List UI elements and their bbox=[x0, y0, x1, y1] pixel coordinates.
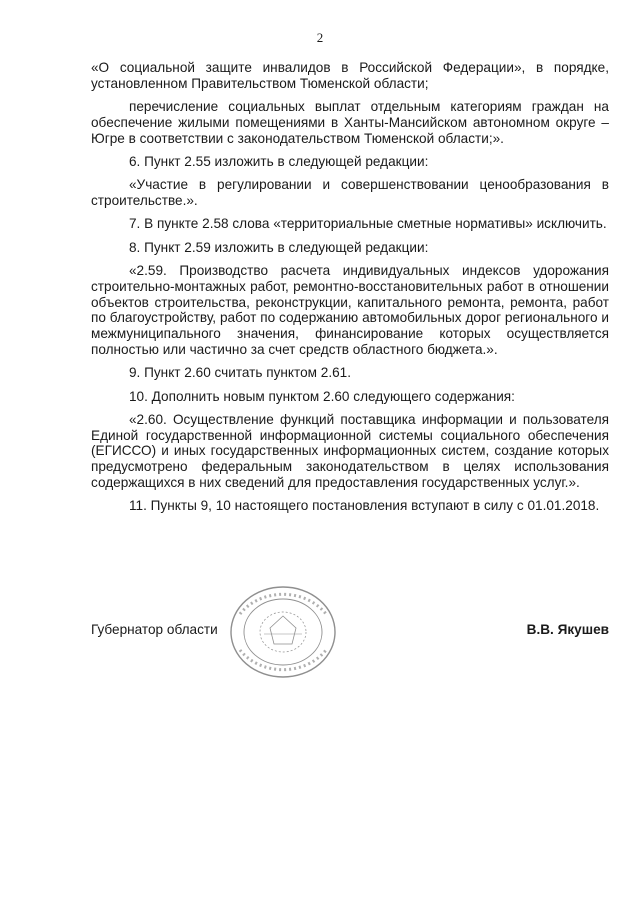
signature-block bbox=[91, 622, 609, 642]
document-body bbox=[91, 60, 609, 522]
paragraph: «Участие в регулировании и совершенствовании ценообразования в строительстве.». bbox=[91, 177, 609, 209]
paragraph: перечисление социальных выплат отдельным категориям граждан на обеспечение жилыми помещениями в Ханты-Мансийском автономном округе – Югре в соответствии с законодательством Тюменской области;». bbox=[91, 99, 609, 146]
paragraph: 9. Пункт 2.60 считать пунктом 2.61. bbox=[129, 365, 352, 381]
paragraph: 6. Пункт 2.55 изложить в следующей редакции: bbox=[129, 153, 429, 169]
paragraph: «2.60. Осуществление функций поставщика информации и пользователя Единой государственной информационной системы социального обеспечения (ЕГИССО) и иных государственных информационных систем, создание которых предусмотрено федеральным законодательством в целях использования содержащихся в них сведений для предоставления государственных услуг.». bbox=[91, 411, 609, 491]
page-number: 2 bbox=[316, 30, 324, 45]
paragraph: «2.59. Производство расчета индивидуальных индексов удорожания строительно-монтажных работ, ремонтно-восстановительных работ в отношении объектов строительства, реконструкции, капитального ремонта, ремонта, работ по благоустройству, работ по содержанию автомобильных дорог регионального и межмуниципального значения, финансирование которых осуществляется полностью или частично за счет средств областного бюджета.». bbox=[91, 262, 609, 357]
signatory-name: В.В. Якушев bbox=[526, 622, 609, 637]
paragraph: 8. Пункт 2.59 изложить в следующей редакции: bbox=[129, 239, 429, 255]
paragraph: «О социальной защите инвалидов в Российской Федерации», в порядке, установленном Правительством Тюменской области; bbox=[91, 60, 609, 91]
paragraph: 11. Пункты 9, 10 настоящего постановления вступают в силу с 01.01.2018. bbox=[129, 498, 600, 514]
paragraph: 7. В пункте 2.58 слова «территориальные сметные нормативы» исключить. bbox=[129, 216, 607, 232]
signatory-position: Губернатор области bbox=[91, 622, 218, 637]
paragraph: 10. Дополнить новым пунктом 2.60 следующего содержания: bbox=[129, 388, 515, 404]
